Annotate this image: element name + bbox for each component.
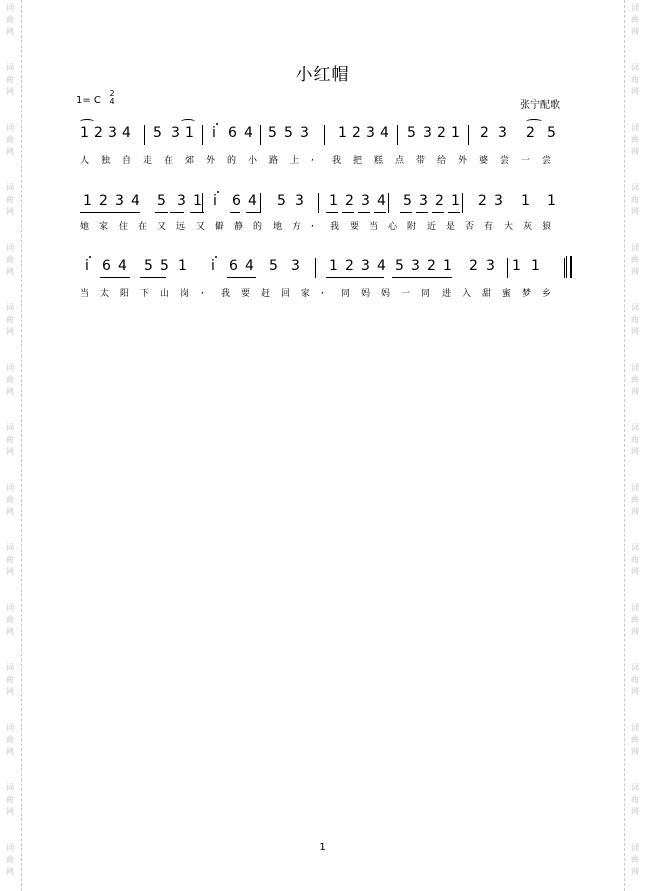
note: 5 — [284, 125, 293, 141]
beam-underline — [155, 212, 168, 213]
lyric-character: 把 — [353, 156, 363, 166]
barline — [315, 258, 316, 278]
lyric-character: 方 — [292, 222, 302, 232]
lyric-character: 给 — [437, 156, 447, 166]
note: 3 — [419, 193, 428, 209]
lyric-character: 妈 — [381, 289, 391, 299]
note: 3 — [494, 193, 503, 209]
lyric-character: 同 — [421, 289, 431, 299]
lyric-character: 乡 — [542, 289, 552, 299]
key-signature: 1= C — [76, 95, 101, 106]
beam-underline — [432, 212, 444, 213]
note: 5 — [407, 125, 416, 141]
lyric-character: 阳 — [120, 289, 130, 299]
lyric-character: 一 — [521, 156, 531, 166]
note: 6 — [102, 258, 111, 274]
watermark-text: 词 曲 网 — [6, 303, 14, 336]
note: 4 — [118, 258, 127, 274]
note: i — [212, 125, 216, 141]
watermark-text: 词 曲 网 — [6, 123, 14, 156]
note: 3 — [361, 193, 370, 209]
note: 5 — [403, 193, 412, 209]
lyric-character: 郊 — [185, 156, 195, 166]
note: i — [213, 193, 217, 209]
lyric-character: 静 — [234, 222, 244, 232]
note: 1 — [512, 258, 521, 274]
lyric-character: 回 — [281, 289, 291, 299]
watermark-text: 词 曲 网 — [631, 843, 639, 876]
lyric-character: 人 — [80, 156, 90, 166]
note: 1 — [531, 258, 540, 274]
note: 4 — [122, 125, 131, 141]
note: 5 — [160, 258, 169, 274]
lyric-character: 灰 — [523, 222, 533, 232]
note: 3 — [291, 258, 300, 274]
lyric-character: 有 — [484, 222, 494, 232]
watermark-text: 词 曲 网 — [631, 363, 639, 396]
lyric-character: 太 — [100, 289, 110, 299]
note: 3 — [295, 193, 304, 209]
lyric-character: 岗 — [180, 289, 190, 299]
note: 5 — [268, 125, 277, 141]
lyric-character: 大 — [504, 222, 514, 232]
watermark-text: 词 曲 网 — [631, 723, 639, 756]
lyric-character: 甜 — [482, 289, 492, 299]
beam-underline — [80, 212, 140, 213]
note: 1 — [451, 125, 460, 141]
watermark-text: 词 曲 网 — [631, 183, 639, 216]
watermark-text: 词 曲 网 — [631, 483, 639, 516]
lyric-character: 进 — [442, 289, 452, 299]
barline — [260, 125, 261, 145]
song-title: 小红帽 — [295, 65, 350, 85]
lyric-character: 小 — [248, 156, 258, 166]
beam-underline — [400, 212, 412, 213]
octave-dot — [217, 191, 219, 193]
note: 2 — [469, 258, 478, 274]
lyric-character: 又 — [157, 222, 167, 232]
beam-underline — [342, 212, 354, 213]
tie-arc — [526, 119, 542, 124]
lyric-character: 外 — [206, 156, 216, 166]
note: 1 — [329, 258, 338, 274]
note: 2 — [94, 125, 103, 141]
beam-underline — [326, 212, 338, 213]
octave-dot — [89, 256, 91, 258]
lyric-character: 妈 — [361, 289, 371, 299]
lyric-character: 在 — [164, 156, 174, 166]
note: 1 — [547, 193, 556, 209]
note: 1 — [329, 193, 338, 209]
lyric-character: 山 — [160, 289, 170, 299]
note: 2 — [345, 193, 354, 209]
lyric-character: 上 — [290, 156, 300, 166]
beam-underline — [358, 212, 370, 213]
note: 2 — [427, 258, 436, 274]
note: 1 — [193, 193, 202, 209]
note: 2 — [480, 125, 489, 141]
note: 1 — [443, 258, 452, 274]
lyric-character: 地 — [273, 222, 283, 232]
time-signature-top: 2 — [109, 89, 115, 98]
lyric-character: 心 — [388, 222, 398, 232]
page-number: 1 — [319, 842, 326, 853]
note: 1 — [451, 193, 460, 209]
note: 3 — [361, 258, 370, 274]
beam-underline — [230, 212, 240, 213]
barline — [202, 125, 203, 145]
note: 5 — [153, 125, 162, 141]
barline — [564, 258, 565, 278]
note: 4 — [377, 193, 386, 209]
lyric-character: 我 — [332, 156, 342, 166]
lyric-character: 附 — [407, 222, 417, 232]
barline — [397, 125, 398, 145]
note: 2 — [526, 125, 535, 141]
lyric-character: , — [311, 219, 314, 229]
watermark-text: 词 曲 网 — [6, 723, 14, 756]
watermark-text: 词 曲 网 — [631, 63, 639, 96]
note: 5 — [547, 125, 556, 141]
lyric-character: , — [311, 153, 314, 163]
watermark-text: 词 曲 网 — [631, 123, 639, 156]
note: 3 — [108, 125, 117, 141]
note: 6 — [229, 258, 238, 274]
lyric-character: 近 — [427, 222, 437, 232]
beam-underline — [246, 212, 260, 213]
note: 5 — [269, 258, 278, 274]
watermark-text: 词 曲 网 — [6, 603, 14, 636]
note: 3 — [411, 258, 420, 274]
beam-underline — [190, 212, 204, 213]
note: 6 — [232, 193, 241, 209]
lyric-character: 又 — [196, 222, 206, 232]
lyric-character: 尝 — [500, 156, 510, 166]
watermark-text: 词 曲 网 — [6, 543, 14, 576]
lyric-character: 当 — [80, 289, 90, 299]
beam-underline — [326, 277, 384, 278]
lyric-character: 自 — [122, 156, 132, 166]
lyric-character: 家 — [99, 222, 109, 232]
note: 2 — [437, 125, 446, 141]
lyric-character: 在 — [138, 222, 148, 232]
tie-arc — [80, 119, 94, 124]
note: 3 — [171, 125, 180, 141]
watermark-text: 词 曲 网 — [6, 183, 14, 216]
watermark-text: 词 曲 网 — [6, 63, 14, 96]
note: 5 — [157, 193, 166, 209]
barline — [260, 193, 261, 213]
watermark-text: 词 曲 网 — [631, 303, 639, 336]
lyric-character: 的 — [253, 222, 263, 232]
note: 4 — [131, 193, 140, 209]
note: i — [211, 258, 215, 274]
lyric-character: 我 — [330, 222, 340, 232]
note: 1 — [178, 258, 187, 274]
note: 5 — [395, 258, 404, 274]
watermark-text: 词 曲 网 — [6, 423, 14, 456]
note: 1 — [80, 125, 89, 141]
lyric-character: 尝 — [542, 156, 552, 166]
note: 1 — [185, 125, 194, 141]
watermark-text: 词 曲 网 — [631, 663, 639, 696]
watermark-text: 词 曲 网 — [6, 663, 14, 696]
note: i — [85, 258, 89, 274]
note: 4 — [380, 125, 389, 141]
watermark-text: 词 曲 网 — [6, 483, 14, 516]
beam-underline — [374, 212, 386, 213]
note: 1 — [338, 125, 347, 141]
note: 3 — [366, 125, 375, 141]
lyric-character: , — [321, 286, 324, 296]
note: 4 — [245, 258, 254, 274]
watermark-text: 词 曲 网 — [631, 3, 639, 36]
beam-underline — [392, 277, 452, 278]
barline — [202, 193, 203, 213]
lyric-character: 住 — [119, 222, 129, 232]
note: 3 — [177, 193, 186, 209]
lyric-character: 走 — [143, 156, 153, 166]
note: 2 — [345, 258, 354, 274]
lyric-character: 点 — [395, 156, 405, 166]
note: 6 — [228, 125, 237, 141]
final-barline — [566, 256, 572, 278]
barline — [324, 125, 325, 145]
lyric-character: , — [201, 286, 204, 296]
note: 5 — [277, 193, 286, 209]
note: 3 — [300, 125, 309, 141]
note: 4 — [244, 125, 253, 141]
lyric-character: 她 — [80, 222, 90, 232]
note: 4 — [377, 258, 386, 274]
lyric-character: 要 — [241, 289, 251, 299]
watermark-text: 词 曲 网 — [631, 423, 639, 456]
beam-underline — [448, 212, 460, 213]
lyric-character: 家 — [301, 289, 311, 299]
note: 3 — [423, 125, 432, 141]
watermark-text: 词 曲 网 — [6, 3, 14, 36]
lyric-character: 狼 — [542, 222, 552, 232]
lyric-character: 当 — [369, 222, 379, 232]
lyric-character: 赶 — [261, 289, 271, 299]
note: 2 — [478, 193, 487, 209]
barline — [388, 193, 389, 213]
note: 1 — [83, 193, 92, 209]
barline — [144, 125, 145, 145]
time-signature-bottom: 4 — [109, 97, 115, 106]
note: 5 — [144, 258, 153, 274]
lyric-character: 否 — [465, 222, 475, 232]
time-signature — [108, 90, 116, 106]
barline — [507, 258, 508, 278]
note: 2 — [435, 193, 444, 209]
barline — [462, 193, 463, 213]
note: 4 — [248, 193, 257, 209]
watermark-text: 词 曲 网 — [6, 243, 14, 276]
lyric-character: 婆 — [479, 156, 489, 166]
lyric-character: 独 — [101, 156, 111, 166]
watermark-text: 词 曲 网 — [6, 843, 14, 876]
octave-dot — [216, 123, 218, 125]
beam-underline — [140, 277, 166, 278]
lyric-character: 是 — [446, 222, 456, 232]
octave-dot — [215, 256, 217, 258]
beam-underline — [100, 277, 130, 278]
right-margin-line — [624, 0, 625, 891]
tie-arc — [181, 119, 195, 124]
lyric-character: 糕 — [374, 156, 384, 166]
watermark-text: 词 曲 网 — [6, 783, 14, 816]
note: 3 — [486, 258, 495, 274]
barline — [468, 125, 469, 145]
lyric-character: 要 — [350, 222, 360, 232]
beam-underline — [227, 277, 256, 278]
watermark-text: 词 曲 网 — [631, 603, 639, 636]
lyric-character: 外 — [458, 156, 468, 166]
note: 1 — [521, 193, 530, 209]
barline — [318, 193, 319, 213]
lyric-character: 入 — [462, 289, 472, 299]
arranger-credit: 张宁配歌 — [520, 100, 560, 111]
beam-underline — [416, 212, 428, 213]
lyric-character: 带 — [416, 156, 426, 166]
lyric-character: 远 — [176, 222, 186, 232]
left-margin-line — [21, 0, 22, 891]
lyric-character: 蜜 — [502, 289, 512, 299]
watermark-text: 词 曲 网 — [631, 543, 639, 576]
beam-underline — [170, 212, 184, 213]
note: 3 — [498, 125, 507, 141]
watermark-text: 词 曲 网 — [631, 783, 639, 816]
lyric-character: 同 — [341, 289, 351, 299]
lyric-character: 下 — [140, 289, 150, 299]
note: 2 — [352, 125, 361, 141]
lyric-character: 路 — [269, 156, 279, 166]
watermark-text: 词 曲 网 — [631, 243, 639, 276]
lyric-character: 我 — [221, 289, 231, 299]
watermark-text: 词 曲 网 — [6, 363, 14, 396]
lyric-character: 梦 — [522, 289, 532, 299]
note: 2 — [99, 193, 108, 209]
lyric-character: 的 — [227, 156, 237, 166]
lyric-character: 僻 — [215, 222, 225, 232]
note: 3 — [115, 193, 124, 209]
lyric-character: 一 — [401, 289, 411, 299]
